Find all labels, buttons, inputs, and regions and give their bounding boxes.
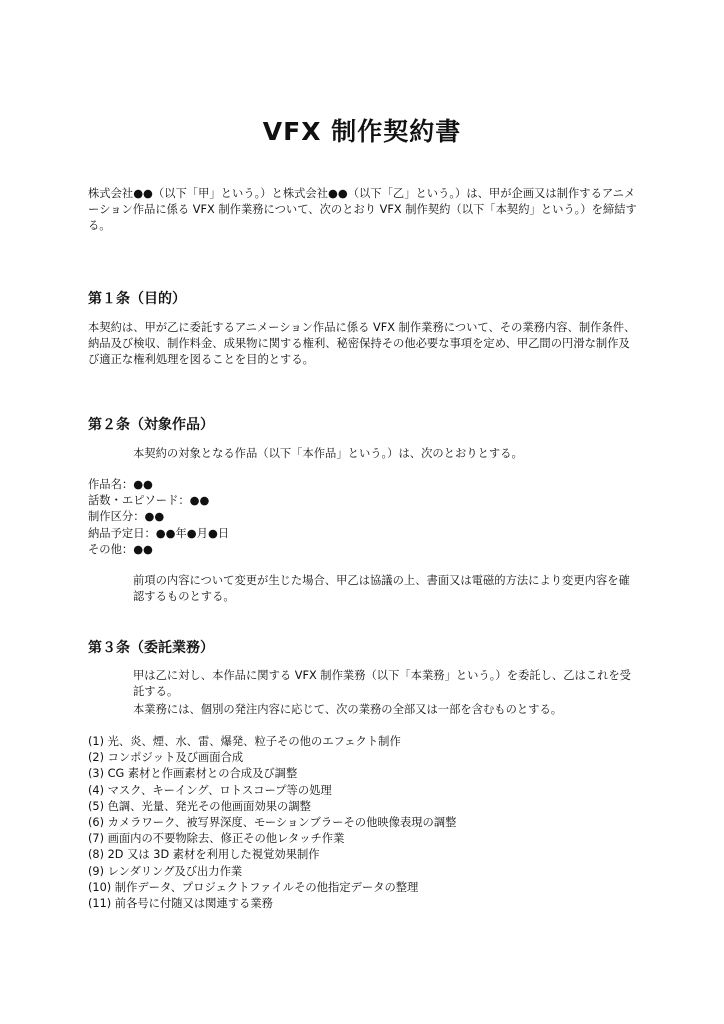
field-title: 作品名：●●	[88, 478, 153, 491]
article3-task-list	[88, 734, 638, 912]
article2-note: 前項の内容について変更が生じた場合、甲乙は協議の上、書面又は電磁的方法により変更内容を確認するものとする。	[133, 574, 630, 604]
list-item: (5) 色調、光量、発光その他画面効果の調整	[88, 799, 311, 813]
list-item: (2) コンポジット及び画面合成	[88, 751, 244, 765]
field-episode: 話数・エピソード：●●	[88, 494, 210, 508]
field-delivery-date: 納品予定日：●●年●月●日	[88, 526, 230, 540]
list-item: (8) 2D 又は 3D 素材を利用した視覚効果制作	[88, 848, 320, 862]
article3-paragraph-1: 甲は乙に対し、本作品に関する VFX 制作業務（以下「本業務」という。）を委託し、乙はこれを受託する。	[133, 669, 631, 699]
article2-heading: 第２条（対象作品）	[88, 417, 214, 433]
list-item: (6) カメラワーク、被写界深度、モーションブラーその他映像表現の調整	[88, 816, 457, 830]
list-item: (3) CG 素材と作画素材との合成及び調整	[88, 767, 298, 781]
list-item: (7) 画面内の不要物除去、修正その他レタッチ作業	[88, 832, 345, 846]
article1-body: 本契約は、甲が乙に委託するアニメーション作品に係る VFX 制作業務について、その業務内容、制作条件、納品及び検収、制作料金、成果物に関する権利、秘密保持その他必要な事項を定め、甲乙間の円滑な制作及び適正な権利処理を図ることを目的とする。	[88, 321, 636, 367]
list-item: (9) レンダリング及び出力作業	[88, 864, 243, 878]
list-item: (11) 前各号に付随又は関連する業務	[88, 897, 273, 911]
field-other: その他：●●	[88, 542, 153, 556]
article2-intro: 本契約の対象となる作品（以下「本作品」という。）は、次のとおりとする。	[133, 447, 523, 460]
article2-field-list	[88, 477, 638, 558]
list-item: (1) 光、炎、煙、水、雷、爆発、粒子その他のエフェクト制作	[88, 735, 401, 748]
article3-paragraph-2: 本業務には、個別の発注内容に応じて、次の業務の全部又は一部を含むものとする。	[133, 703, 563, 716]
preamble-paragraph: 株式会社●●（以下「甲」という。）と株式会社●●（以下「乙」という。）は、甲が企画又は制作するアニメーション作品に係る VFX 制作業務について、次のとおり VFX 制作契約（以下「本契約」という。）を締結する。	[88, 187, 637, 233]
document-title: VFX 制作契約書	[262, 117, 462, 146]
article1-heading: 第１条（目的）	[88, 291, 186, 307]
list-item: (4) マスク、キーイング、ロトスコープ等の処理	[88, 783, 332, 797]
field-category: 制作区分：●●	[88, 510, 165, 524]
list-item: (10) 制作データ、プロジェクトファイルその他指定データの整理	[88, 880, 419, 894]
article3-heading: 第３条（委託業務）	[88, 640, 214, 656]
